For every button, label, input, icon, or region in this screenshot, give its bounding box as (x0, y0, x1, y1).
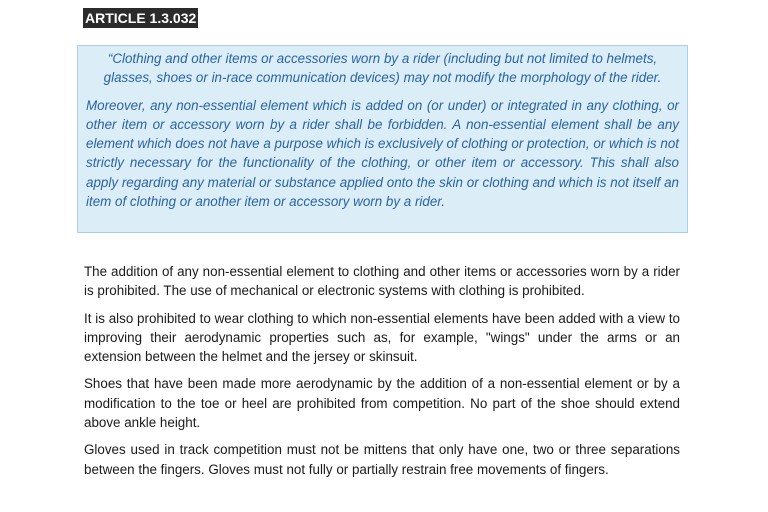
body-paragraph-gloves: Gloves used in track competition must not be mittens that only have one, two or three separations between the fingers. Gloves must not fully or partially restrain free movements of fingers. (84, 442, 680, 477)
quote-paragraph-2: Moreover, any non-essential element which is added on (or under) or integrated in any clothing, or other item or accessory worn by a rider shall be forbidden. A non-essential element shall be any element which does not have a purpose which is exclusively of clothing or protection, or which is not strictly necessary for the functionality of the clothing, or other item or accessory. This shall also apply regarding any material or substance applied onto the skin or clothing and which is not itself an item of clothing or another item or accessory worn by a rider. (86, 97, 679, 210)
body-text (84, 262, 680, 487)
article-number-badge: ARTICLE 1.3.032 (85, 10, 197, 26)
body-paragraph-shoes: Shoes that have been made more aerodynamic by the addition of a non-essential element or by a modification to the toe or heel are prohibited from competition. No part of the shoe should extend above ankle height. (84, 376, 680, 431)
quote-paragraph-1: “Clothing and other items or accessories worn by a rider (including but not limited to helmets, glasses, shoes or in-race communication devices) may not modify the morphology of the rider. (103, 51, 662, 86)
body-paragraph-clothing: The addition of any non-essential element to clothing and other items or accessories worn by a rider is prohibited. The use of mechanical or electronic systems with clothing is prohibited. (84, 264, 680, 299)
quoted-regulation-box (77, 45, 688, 233)
body-paragraph-aerodynamic: It is also prohibited to wear clothing to which non-essential elements have been added with a view to improving their aerodynamic properties such as, for example, "wings" under the arms or an extension between the helmet and the jersey or skinsuit. (84, 310, 680, 365)
